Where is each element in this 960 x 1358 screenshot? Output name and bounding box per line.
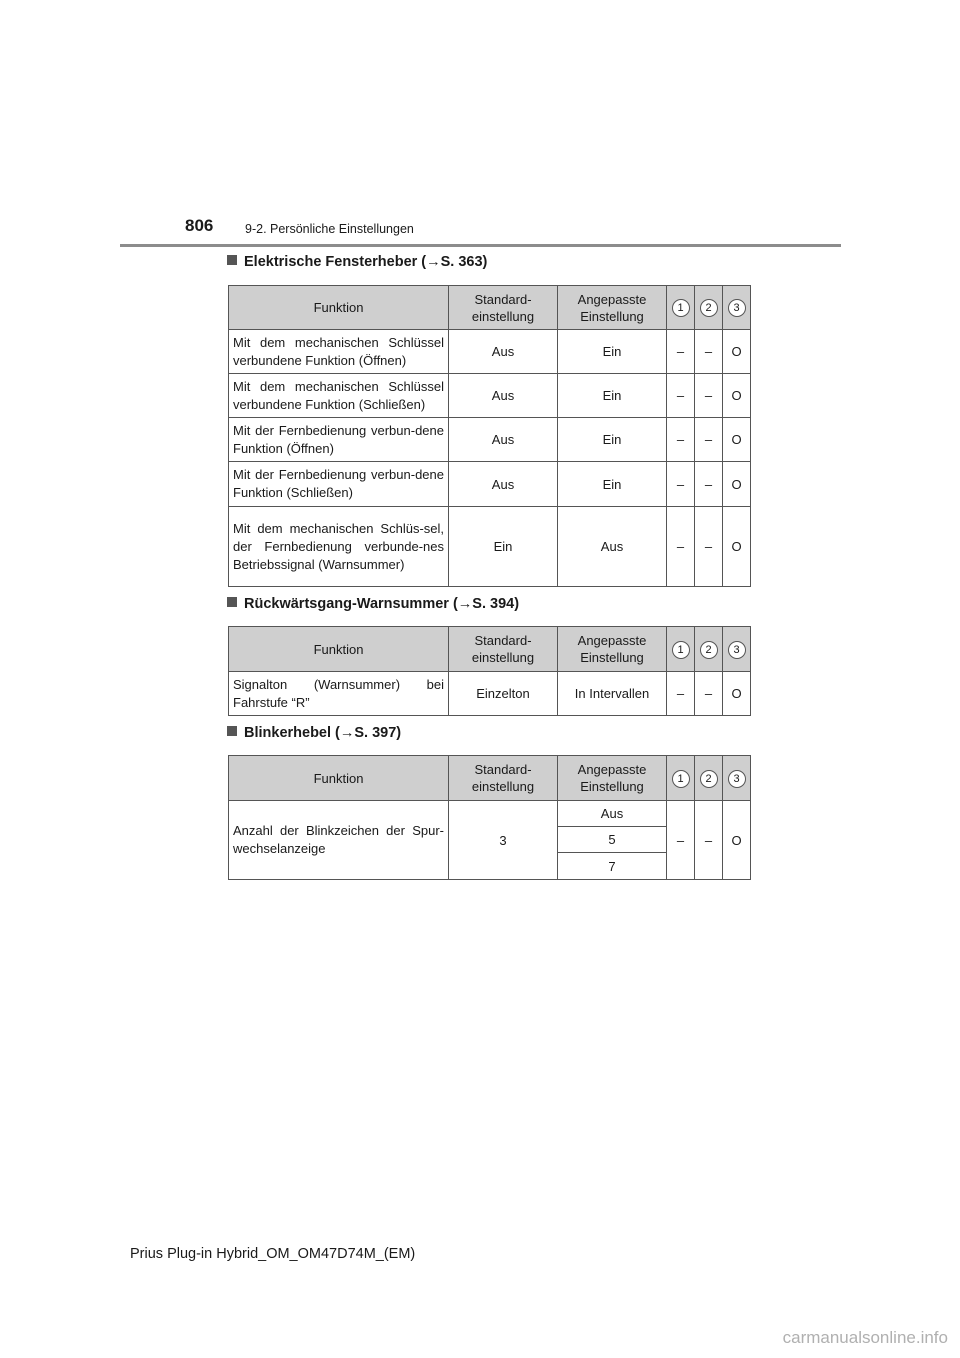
table-row (229, 330, 751, 374)
cell-standard: Aus (449, 462, 558, 507)
cell-angepasst: Aus (558, 507, 667, 587)
cell-c1: – (667, 374, 695, 418)
cell-funktion: Anzahl der Blinkzeichen der Spur-wechselanzeige (229, 801, 449, 880)
cell-standard: Einzelton (449, 672, 558, 716)
cell-angepasst: In Intervallen (558, 672, 667, 716)
page-number: 806 (185, 216, 214, 235)
table-header-row (229, 756, 751, 801)
cell-c2: – (695, 418, 723, 462)
settings-table (228, 626, 751, 716)
header-funktion: Funktion (229, 286, 449, 330)
cell-c2: – (695, 507, 723, 587)
number-1-icon: 1 (672, 299, 690, 317)
cell-angepasst-option: Aus (558, 801, 667, 827)
table-row (229, 801, 751, 827)
cell-c2: – (695, 330, 723, 374)
cell-c2: – (695, 462, 723, 507)
cell-c1: – (667, 418, 695, 462)
header-col-1 (667, 627, 695, 672)
header-standard: Standard-einstellung (449, 627, 558, 672)
section-title: Rückwärtsgang-Warnsummer (→S. 394) (244, 596, 520, 612)
header-funktion: Funktion (229, 627, 449, 672)
table-header-row (229, 627, 751, 672)
watermark: carmanualsonline.info (782, 1328, 948, 1347)
table-row (229, 507, 751, 587)
table-row (229, 672, 751, 716)
number-2-icon: 2 (700, 770, 718, 788)
cell-funktion: Mit der Fernbedienung verbun-dene Funktion (Öffnen) (229, 418, 449, 462)
cell-angepasst: Ein (558, 462, 667, 507)
cell-funktion: Mit dem mechanischen Schlüssel verbundene Funktion (Öffnen) (229, 330, 449, 374)
cell-standard: Aus (449, 374, 558, 418)
settings-table (228, 755, 751, 880)
square-bullet-icon (227, 255, 237, 265)
section-heading (227, 725, 401, 741)
header-col-3 (723, 627, 751, 672)
cell-angepasst-option: 7 (558, 853, 667, 880)
cell-c3: O (723, 374, 751, 418)
number-3-icon: 3 (728, 641, 746, 659)
header-col-2 (695, 286, 723, 330)
number-1-icon: 1 (672, 770, 690, 788)
number-3-icon: 3 (728, 770, 746, 788)
footer-doc-id: Prius Plug-in Hybrid_OM_OM47D74M_(EM) (130, 1246, 416, 1262)
cell-standard: Aus (449, 418, 558, 462)
number-2-icon: 2 (700, 641, 718, 659)
number-2-icon: 2 (700, 299, 718, 317)
header-col-3 (723, 286, 751, 330)
header-angepasste: Angepasste Einstellung (558, 627, 667, 672)
header-angepasste: Angepasste Einstellung (558, 756, 667, 801)
cell-funktion: Mit dem mechanischen Schlüssel verbundene Funktion (Schließen) (229, 374, 449, 418)
section-title: Elektrische Fensterheber (→S. 363) (244, 254, 488, 270)
settings-table (228, 285, 751, 587)
cell-c3: O (723, 672, 751, 716)
cell-standard: Aus (449, 330, 558, 374)
cell-c3: O (723, 418, 751, 462)
number-3-icon: 3 (728, 299, 746, 317)
cell-c1: – (667, 330, 695, 374)
table-header-row (229, 286, 751, 330)
cell-angepasst: Ein (558, 418, 667, 462)
cell-funktion: Signalton (Warnsummer) bei Fahrstufe “R” (229, 672, 449, 716)
table-row (229, 374, 751, 418)
section-title: Blinkerhebel (→S. 397) (244, 725, 402, 741)
cell-c3: O (723, 507, 751, 587)
section-heading (227, 596, 519, 612)
cell-standard: 3 (449, 801, 558, 880)
header-col-3 (723, 756, 751, 801)
cell-c1: – (667, 801, 695, 880)
cell-c2: – (695, 672, 723, 716)
cell-c2: – (695, 374, 723, 418)
cell-c3: O (723, 462, 751, 507)
cell-c1: – (667, 507, 695, 587)
cell-c3: O (723, 801, 751, 880)
table-row (229, 462, 751, 507)
square-bullet-icon (227, 726, 237, 736)
header-col-2 (695, 756, 723, 801)
table-row (229, 418, 751, 462)
header-standard: Standard-einstellung (449, 286, 558, 330)
header-col-2 (695, 627, 723, 672)
header-col-1 (667, 286, 695, 330)
header-angepasste: Angepasste Einstellung (558, 286, 667, 330)
header-rule (120, 244, 841, 247)
chapter-title: 9-2. Persönliche Einstellungen (245, 222, 414, 236)
number-1-icon: 1 (672, 641, 690, 659)
cell-funktion: Mit dem mechanischen Schlüs-sel, der Fernbedienung verbunde-nes Betriebssignal (Warnsummer) (229, 507, 449, 587)
header-col-1 (667, 756, 695, 801)
cell-standard: Ein (449, 507, 558, 587)
cell-c1: – (667, 462, 695, 507)
square-bullet-icon (227, 597, 237, 607)
section-heading (227, 254, 487, 270)
cell-funktion: Mit der Fernbedienung verbun-dene Funktion (Schließen) (229, 462, 449, 507)
cell-angepasst: Ein (558, 374, 667, 418)
cell-c1: – (667, 672, 695, 716)
cell-angepasst-option: 5 (558, 827, 667, 853)
header-funktion: Funktion (229, 756, 449, 801)
cell-c2: – (695, 801, 723, 880)
cell-angepasst: Ein (558, 330, 667, 374)
cell-c3: O (723, 330, 751, 374)
header-standard: Standard-einstellung (449, 756, 558, 801)
